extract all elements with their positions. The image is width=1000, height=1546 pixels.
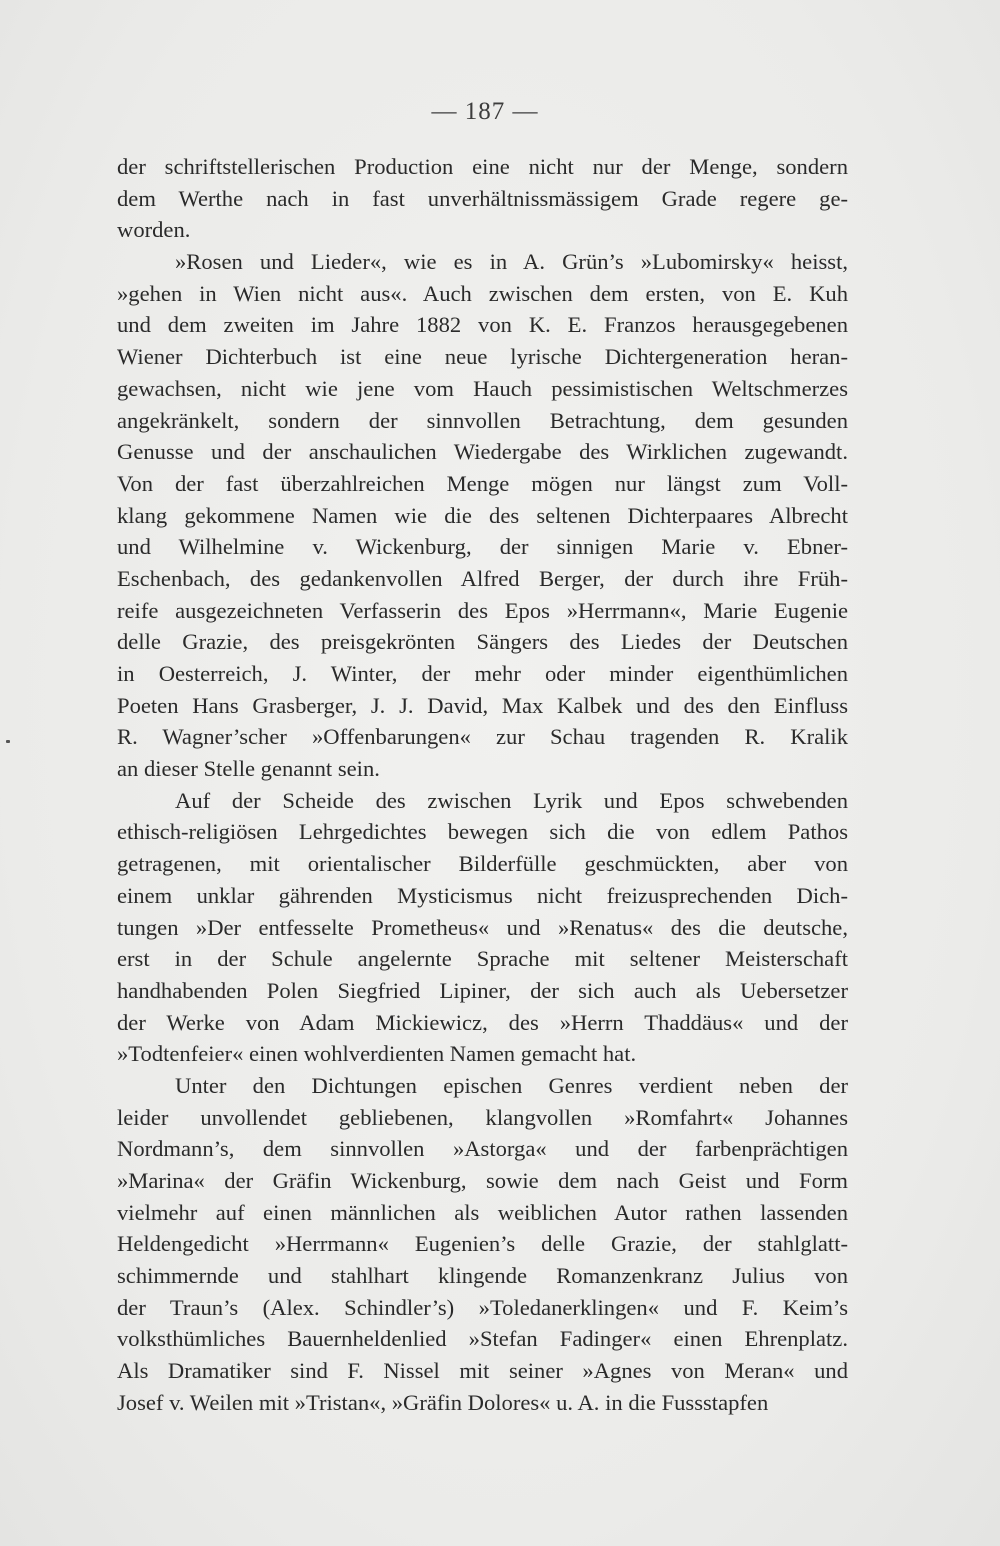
paragraph [117, 246, 848, 785]
text-line: klang gekommene Namen wie die des seltenen Dichterpaares Albrecht [117, 502, 848, 528]
text-line: an dieser Stelle genannt sein. [117, 756, 380, 782]
text-line: R. Wagner’scher »Offenbarungen« zur Schau tragenden R. Kralik [117, 724, 848, 750]
text-line: Josef v. Weilen mit »Tristan«, »Gräfin Dolores« u. A. in die Fussstapfen [117, 1389, 769, 1415]
text-line: »Rosen und Lieder«, wie es in A. Grün’s »Lubomirsky« heisst, [175, 249, 848, 275]
text-line: getragenen, mit orientalischer Bilderfülle geschmückten, aber von [117, 851, 848, 877]
text-line: handhabenden Polen Siegfried Lipiner, der sich auch als Uebersetzer [117, 977, 848, 1003]
text-line: tungen »Der entfesselte Prometheus« und »Renatus« des die deutsche, [117, 914, 848, 940]
text-line: Genusse und der anschaulichen Wiedergabe des Wirklichen zugewandt. [117, 439, 848, 465]
text-line: Unter den Dichtungen epischen Genres verdient neben der [175, 1072, 848, 1098]
text-line: Heldengedicht »Herrmann« Eugenien’s delle Grazie, der stahlglatt- [117, 1231, 848, 1257]
text-line: schimmernde und stahlhart klingende Romanzenkranz Julius von [117, 1263, 848, 1289]
text-line: angekränkelt, sondern der sinnvollen Betrachtung, dem gesunden [117, 407, 848, 433]
text-line: »Marina« der Gräfin Wickenburg, sowie dem nach Geist und Form [117, 1168, 848, 1193]
text-line: Wiener Dichterbuch ist eine neue lyrische Dichtergeneration heran- [117, 344, 848, 370]
text-line: volksthümliches Bauernheldenlied »Stefan Fadinger« einen Ehrenplatz. [117, 1326, 848, 1352]
text-line: »Todtenfeier« einen wohlverdienten Namen gemacht hat. [117, 1041, 637, 1067]
text-line: der schriftstellerischen Production eine nicht nur der Menge, sondern [117, 154, 848, 179]
text-line: in Oesterreich, J. Winter, der mehr oder minder eigenthümlichen [117, 661, 848, 686]
text-line: Von der fast überzahlreichen Menge mögen nur längst zum Voll- [117, 470, 848, 496]
text-line: ethisch-religiösen Lehrgedichtes bewegen sich die von edlem Pathos [117, 819, 848, 845]
text-line: einem unklar gährenden Mysticismus nicht freizusprechenden Dich- [117, 882, 848, 908]
text-line: Eschenbach, des gedankenvollen Alfred Berger, der durch ihre Früh- [117, 565, 848, 591]
text-line: Nordmann’s, dem sinnvollen »Astorga« und der farbenprächtigen [117, 1136, 848, 1162]
text-line: der Traun’s (Alex. Schindler’s) »Toledanerklingen« und F. Keim’s [117, 1294, 848, 1320]
text-line: Auf der Scheide des zwischen Lyrik und Epos schwebenden [175, 787, 848, 813]
text-line: Poeten Hans Grasberger, J. J. David, Max Kalbek und des den Einfluss [117, 692, 848, 718]
text-line: reife ausgezeichneten Verfasserin des Epos »Herrmann«, Marie Eugenie [117, 597, 848, 623]
paragraph [117, 785, 848, 1070]
body-text [117, 151, 848, 1419]
page-number: — 187 — [431, 98, 539, 125]
paragraph [117, 1070, 848, 1419]
text-line: dem Werthe nach in fast unverhältnissmässigem Grade regere ge- [117, 185, 848, 211]
text-line: und Wilhelmine v. Wickenburg, der sinnigen Marie v. Ebner- [117, 534, 848, 560]
paragraph [117, 151, 848, 246]
text-line: gewachsen, nicht wie jene vom Hauch pessimistischen Weltschmerzes [117, 375, 848, 401]
text-line: vielmehr auf einen männlichen als weiblichen Autor rathen lassenden [117, 1199, 848, 1225]
text-line: Als Dramatiker sind F. Nissel mit seiner »Agnes von Meran« und [117, 1358, 848, 1384]
text-line: worden. [117, 217, 191, 243]
margin-speck [6, 740, 10, 743]
text-line: leider unvollendet gebliebenen, klangvollen »Romfahrt« Johannes [117, 1104, 848, 1130]
text-line: der Werke von Adam Mickiewicz, des »Herrn Thaddäus« und der [117, 1009, 848, 1035]
text-line: erst in der Schule angelernte Sprache mit seltener Meisterschaft [117, 946, 848, 972]
text-line: und dem zweiten im Jahre 1882 von K. E. Franzos herausgegebenen [117, 312, 848, 338]
text-line: delle Grazie, des preisgekrönten Sängers des Liedes der Deutschen [117, 629, 848, 655]
text-line: »gehen in Wien nicht aus«. Auch zwischen dem ersten, von E. Kuh [117, 280, 848, 306]
